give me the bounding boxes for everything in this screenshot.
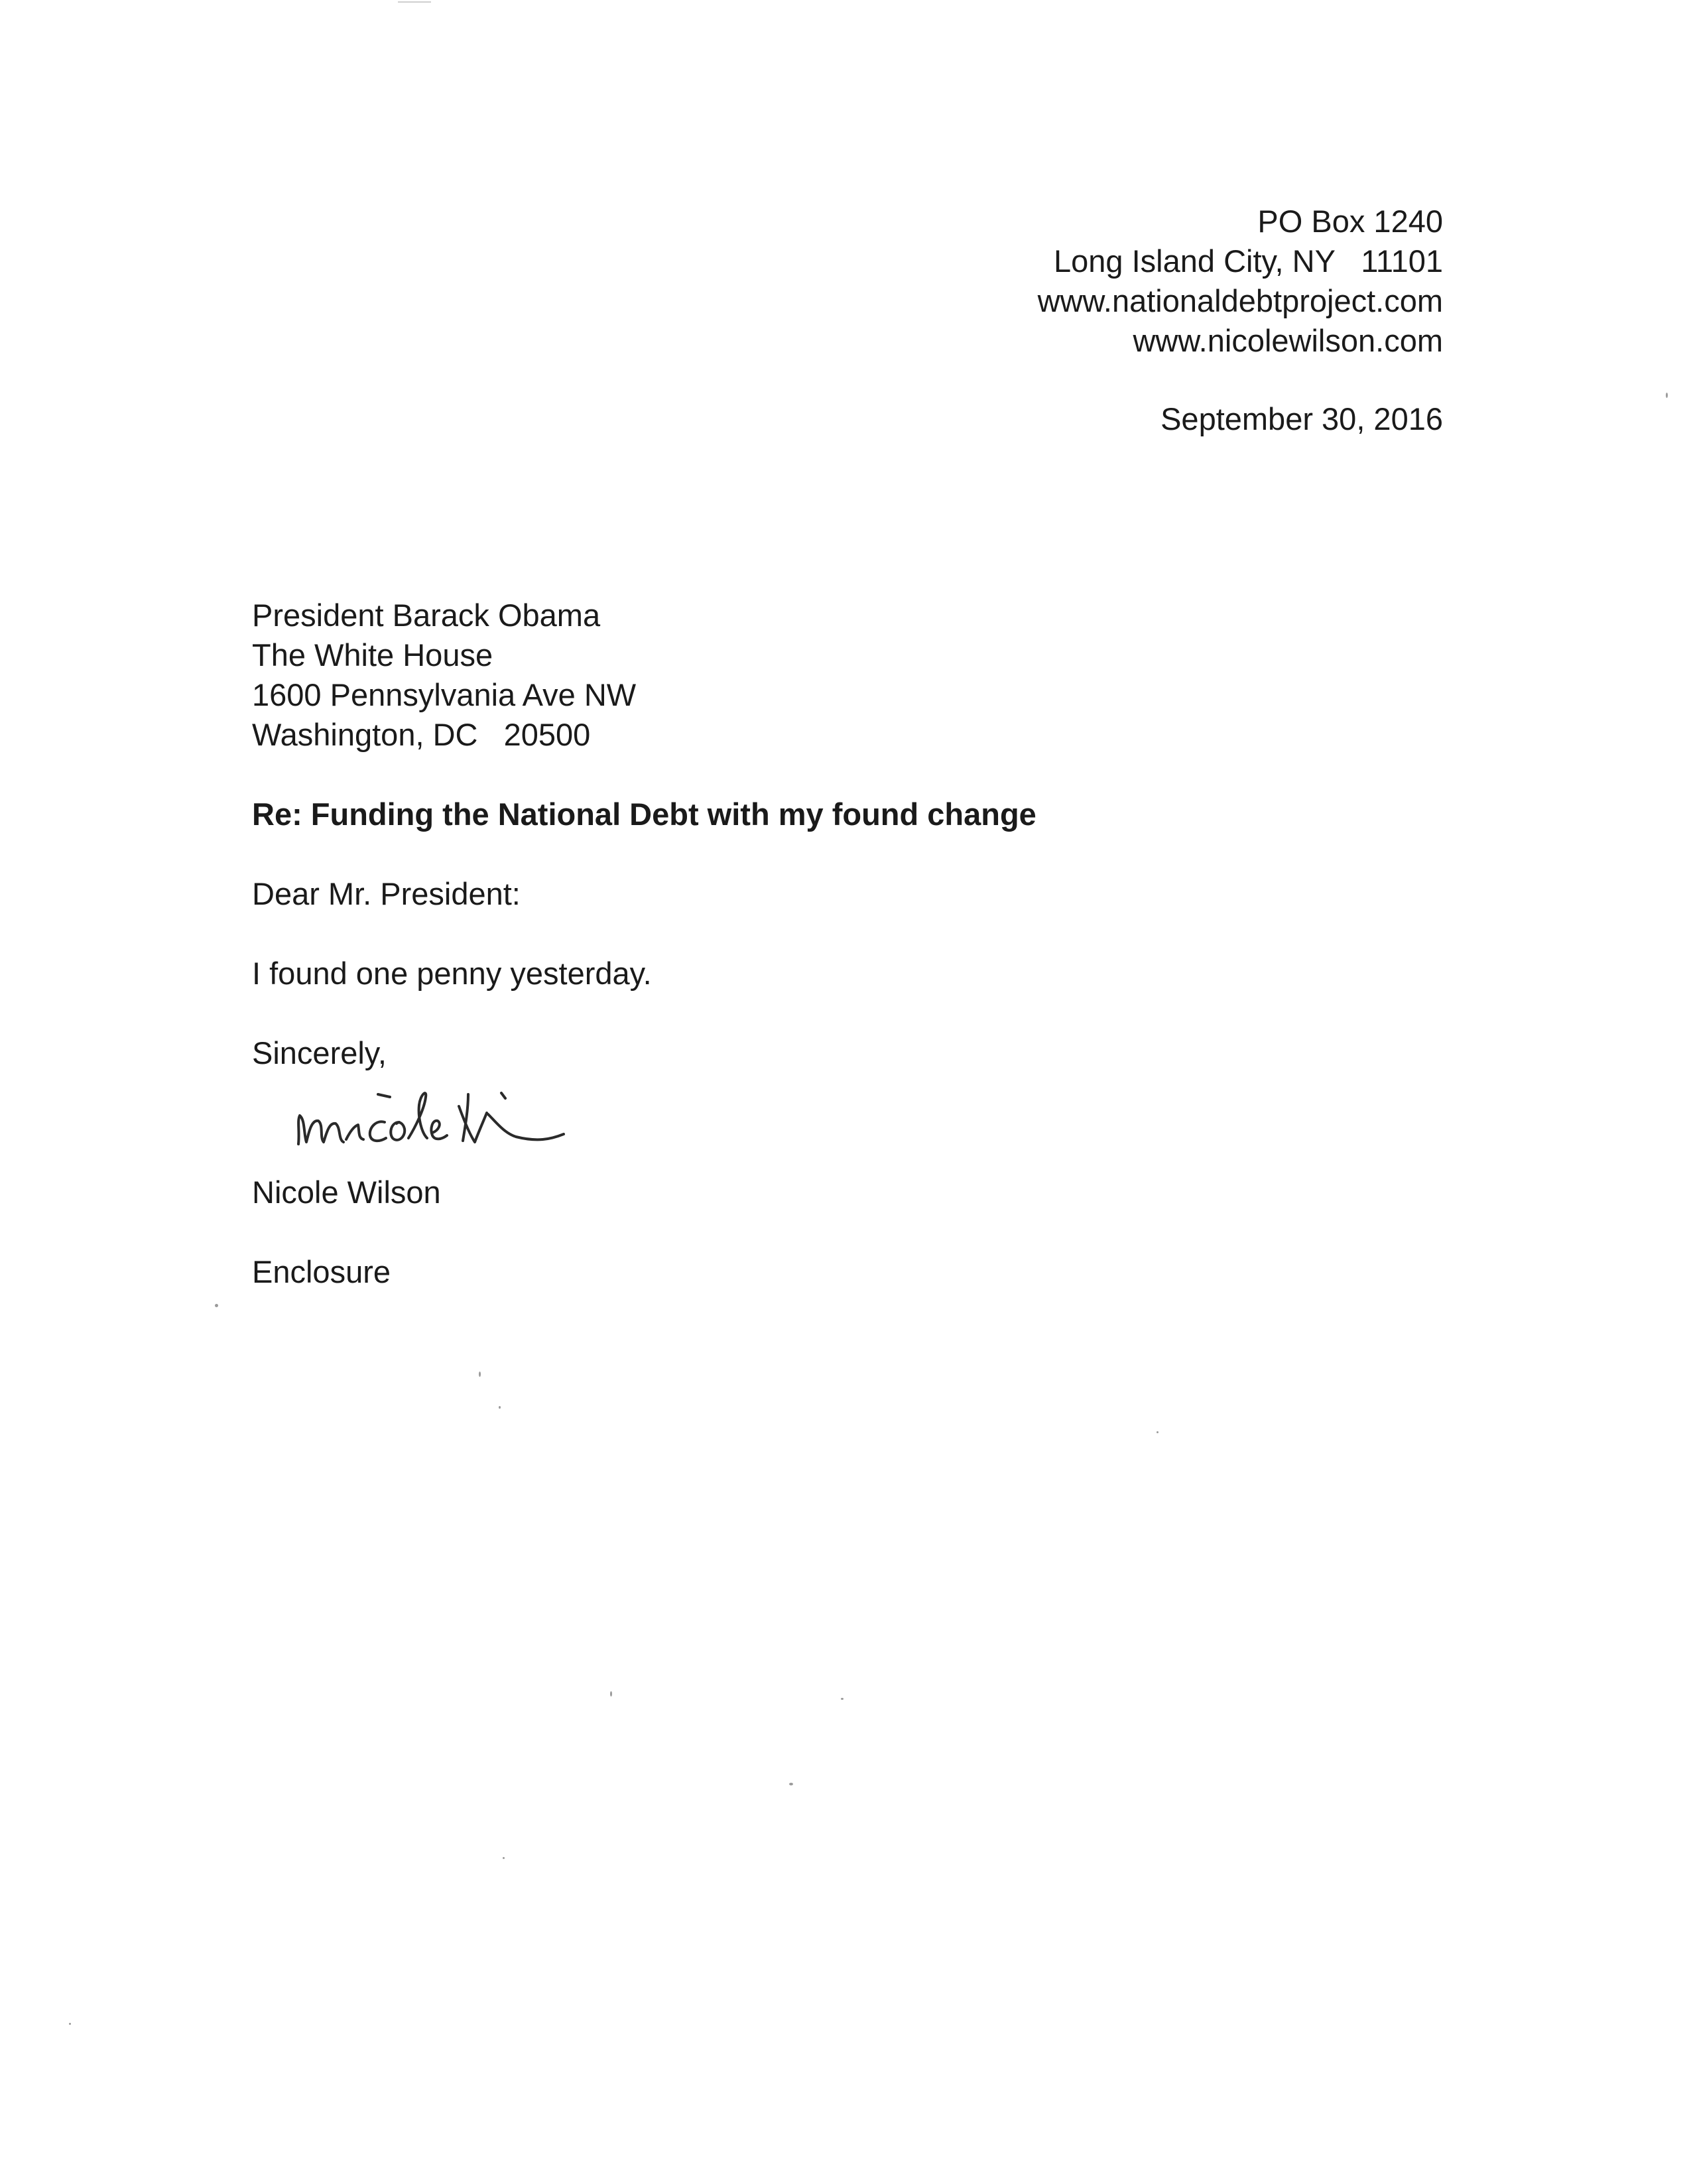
sender-website-1: www.nationaldebtproject.com xyxy=(1037,283,1443,318)
scan-speck xyxy=(499,1406,501,1409)
sender-website-2: www.nicolewilson.com xyxy=(1133,323,1443,358)
handwritten-signature xyxy=(285,1068,630,1167)
recipient-organization: The White House xyxy=(252,637,493,673)
recipient-name: President Barack Obama xyxy=(252,598,601,633)
scan-speck xyxy=(610,1691,612,1697)
subject-line: Re: Funding the National Debt with my found change xyxy=(252,797,1036,832)
sender-address-line-1: PO Box 1240 xyxy=(1257,204,1443,239)
salutation: Dear Mr. President: xyxy=(252,876,521,911)
scan-speck xyxy=(69,2023,71,2025)
recipient-street: 1600 Pennsylvania Ave NW xyxy=(252,677,637,712)
scan-speck xyxy=(841,1698,844,1700)
scan-speck xyxy=(1157,1431,1159,1433)
scan-speck xyxy=(215,1304,218,1307)
scan-speck xyxy=(479,1372,481,1377)
scan-speck xyxy=(789,1783,793,1785)
scan-speck xyxy=(503,1857,505,1859)
closing: Sincerely, xyxy=(252,1035,387,1070)
signer-name: Nicole Wilson xyxy=(252,1175,441,1210)
recipient-city-state-zip: Washington, DC 20500 xyxy=(252,717,591,752)
enclosure-notation: Enclosure xyxy=(252,1254,391,1289)
letter-date: September 30, 2016 xyxy=(1160,401,1443,436)
letter-body: I found one penny yesterday. xyxy=(252,956,652,991)
scan-edge-mark xyxy=(398,1,431,3)
scan-speck xyxy=(1666,393,1668,398)
sender-address-line-2: Long Island City, NY 11101 xyxy=(1054,243,1443,279)
